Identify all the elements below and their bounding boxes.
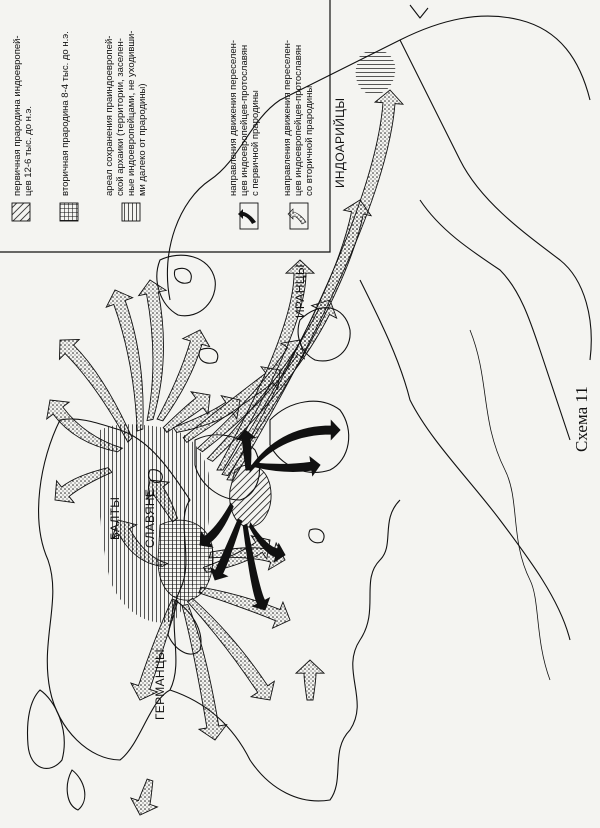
legend-swatch-grid — [60, 203, 78, 221]
black-sea-coast — [270, 401, 349, 472]
legend-line: с первичной прародины — [250, 90, 261, 196]
legend-line: со вторичной прародины — [304, 85, 315, 196]
india-coast — [420, 200, 570, 440]
dotted-migration-arrow — [296, 660, 324, 700]
legend-line: направления движения переселен- — [228, 39, 239, 196]
label-irantsy: ИРАНЦЫ — [293, 264, 307, 318]
legend-solid-arrow-icon — [238, 209, 256, 224]
legend-line: цев индоевропейцев-протославян — [293, 44, 304, 196]
label-balty: БАЛТЫ — [108, 496, 122, 540]
legend-border — [0, 0, 330, 252]
legend-item-diagonal-hatch — [12, 35, 34, 196]
legend-item-vertical-hatch — [104, 31, 148, 196]
legend-line: направления движения переселен- — [282, 39, 293, 196]
arctic-coast — [400, 40, 591, 360]
corner-mark — [410, 5, 428, 18]
legend-swatch-vertical — [122, 203, 140, 221]
legend-line: первичная прародина индоевропей- — [12, 35, 23, 196]
legend-line: цев индоевропейцев-протославян — [239, 44, 250, 196]
asia-coast — [360, 280, 570, 640]
legend-swatch-diagonal — [12, 203, 30, 221]
legend-item-solid-arrow — [228, 40, 261, 196]
label-germantsy: ГЕРМАНЦЫ — [153, 649, 167, 720]
legend-line: ные индоевропейцами, не уходивши- — [126, 30, 137, 196]
legend-item-dotted-arrow — [282, 40, 315, 196]
legend-line: вторичная прародина 8-4 тыс. до н.э. — [60, 31, 71, 196]
dotted-migration-arrow — [131, 779, 158, 815]
legend-line: цев 12-6 тыс. до н.э. — [23, 105, 34, 196]
legend-line: ареал сохранения праиндоевропей- — [104, 35, 115, 196]
legend-panel — [0, 0, 330, 252]
label-indoariytsy: ИНДОАРИЙЦЫ — [333, 97, 347, 188]
legend-line: ми далеко от прародины) — [137, 83, 148, 196]
figure-caption: Схема 11 — [572, 386, 591, 452]
legend-line: ской архаики (территории, заселен- — [115, 38, 126, 196]
indoarian-hatch — [356, 50, 396, 95]
label-slavyane: СЛАВЯНЕ — [143, 488, 157, 548]
white-sea-coast — [157, 255, 215, 316]
british-isles-coast — [28, 690, 85, 810]
river-line — [470, 330, 550, 680]
legend-dotted-arrow-icon — [288, 209, 306, 224]
legend-item-grid-hatch — [60, 31, 71, 196]
